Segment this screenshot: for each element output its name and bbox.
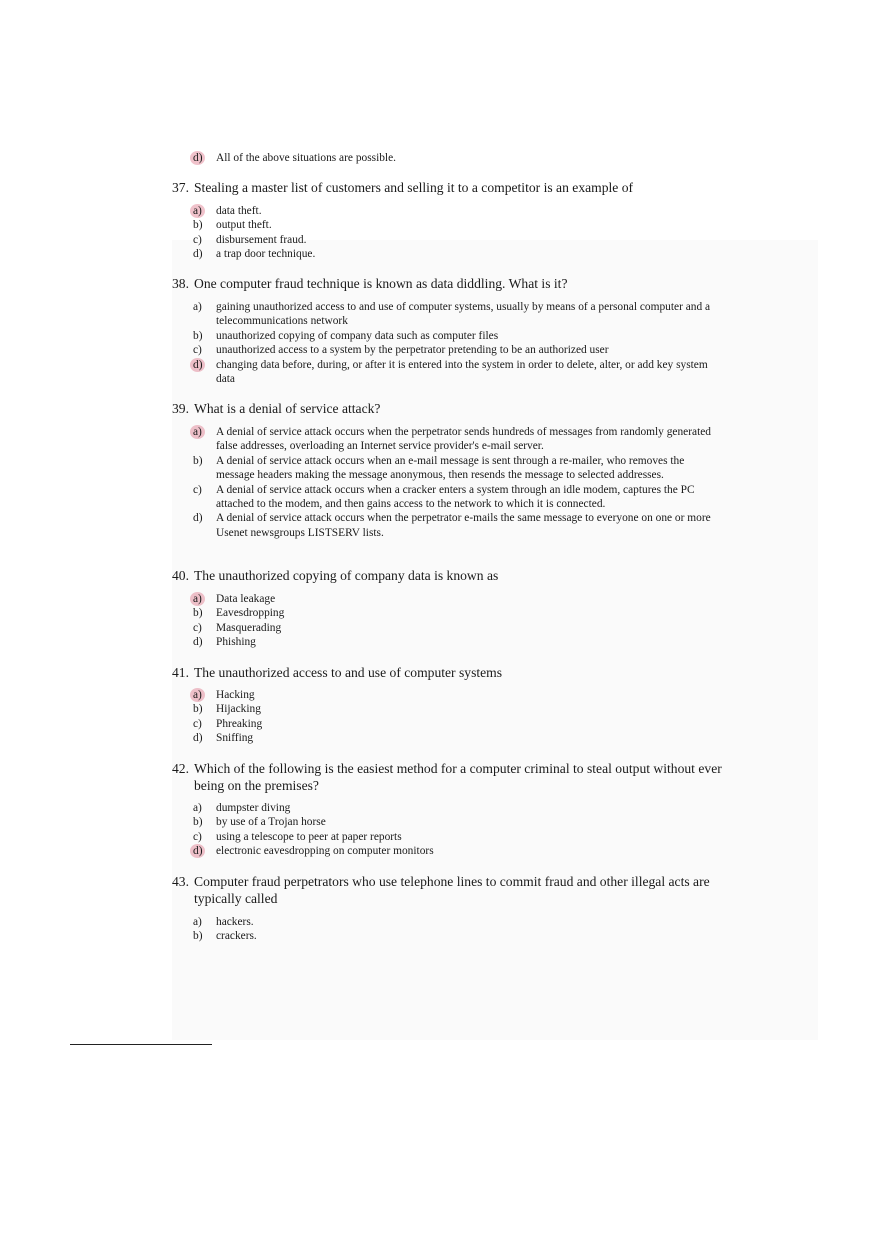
option-item <box>193 929 723 943</box>
question-text: The unauthorized access to and use of computer systems <box>194 665 503 680</box>
question-40 <box>172 567 732 584</box>
option-letter-marked: a) <box>193 688 216 702</box>
option-item <box>193 844 723 858</box>
option-letter: b) <box>193 454 203 467</box>
option-letter: c) <box>193 717 202 730</box>
option-letter-marked: a) <box>193 425 216 454</box>
option-letter-marked: d) <box>193 151 216 165</box>
question-text: Which of the following is the easiest method for a computer criminal to steal output without ever being on the premises? <box>194 761 722 793</box>
option-item <box>193 454 723 483</box>
option-letter: b) <box>193 703 203 716</box>
option-item <box>193 621 723 635</box>
option-letter: b) <box>193 930 203 943</box>
question-number: 38. <box>172 276 189 291</box>
question-text: One computer fraud technique is known as data diddling. What is it? <box>194 276 568 291</box>
option-letter-marked: a) <box>193 592 216 606</box>
option-item <box>193 151 723 165</box>
question-text: What is a denial of service attack? <box>194 401 381 416</box>
option-item <box>193 233 723 247</box>
option-letter: c) <box>193 621 202 634</box>
option-letter: b) <box>193 329 203 342</box>
option-item <box>193 425 723 454</box>
option-text: disbursement fraud. <box>216 233 307 246</box>
option-item <box>193 300 723 329</box>
option-item <box>193 915 723 929</box>
option-item <box>193 702 723 716</box>
footnote-separator <box>70 1044 212 1045</box>
option-letter: d) <box>193 512 203 525</box>
question-38-options <box>193 300 723 386</box>
option-text: Phreaking <box>216 717 263 730</box>
option-letter: c) <box>193 483 202 496</box>
option-text: using a telescope to peer at paper reports <box>216 830 402 843</box>
option-item <box>193 717 723 731</box>
option-item <box>193 329 723 343</box>
option-text: unauthorized access to a system by the perpetrator pretending to be an authorized user <box>216 344 609 357</box>
option-item <box>193 688 723 702</box>
question-39 <box>172 400 732 417</box>
option-text: hackers. <box>216 916 254 928</box>
option-text: dumpster diving <box>216 802 291 814</box>
option-text: electronic eavesdropping on computer monitors <box>216 845 434 858</box>
question-text: The unauthorized copying of company data is known as <box>194 568 499 583</box>
option-text: gaining unauthorized access to and use of computer systems, usually by means of a personal computer and a telecommunications network <box>216 301 711 328</box>
option-item <box>193 218 723 232</box>
option-item <box>193 801 723 815</box>
option-letter: c) <box>193 830 202 843</box>
option-letter: d) <box>193 248 203 261</box>
question-number: 43. <box>172 874 189 889</box>
option-text: A denial of service attack occurs when the perpetrator e-mails the same message to everyone on one or more Usenet newsgroups LISTSERV lists. <box>216 512 711 539</box>
option-text: A denial of service attack occurs when an e-mail message is sent through a re-mailer, who removes the message headers making the message anonymous, then resends the message to selected addresses. <box>216 454 685 482</box>
question-42-options <box>193 801 723 859</box>
question-text: Stealing a master list of customers and selling it to a competitor is an example of <box>194 180 634 195</box>
option-item <box>193 592 723 606</box>
option-text: Data leakage <box>216 593 276 605</box>
option-letter: b) <box>193 816 203 829</box>
option-letter: d) <box>193 732 203 745</box>
option-letter: c) <box>193 233 202 246</box>
option-item <box>193 247 723 261</box>
question-41 <box>172 664 732 681</box>
option-letter: b) <box>193 219 203 232</box>
option-letter: b) <box>193 607 203 620</box>
option-letter-marked: d) <box>193 358 216 387</box>
option-text: a trap door technique. <box>216 248 316 261</box>
question-41-options <box>193 688 723 746</box>
option-text: by use of a Trojan horse <box>216 816 326 829</box>
question-number: 42. <box>172 761 189 776</box>
question-37-options <box>193 204 723 262</box>
question-40-options <box>193 592 723 650</box>
option-text: output theft. <box>216 219 272 232</box>
option-text: data theft. <box>216 205 262 217</box>
option-letter: a) <box>193 301 202 313</box>
option-text: Sniffing <box>216 732 254 745</box>
question-43 <box>172 873 732 907</box>
question-number: 39. <box>172 401 189 416</box>
question-number: 41. <box>172 665 189 680</box>
question-38 <box>172 275 732 292</box>
question-text: Computer fraud perpetrators who use telephone lines to commit fraud and other illegal acts are typically called <box>194 874 710 906</box>
option-item <box>193 511 723 540</box>
option-letter: c) <box>193 344 202 357</box>
question-number: 37. <box>172 180 189 195</box>
option-text: Masquerading <box>216 621 282 634</box>
option-text: All of the above situations are possible. <box>216 152 396 164</box>
option-text: Eavesdropping <box>216 607 285 620</box>
carryover-options <box>193 151 723 165</box>
option-text: Phishing <box>216 636 256 649</box>
option-text: changing data before, during, or after it is entered into the system in order to delete, alter, or add key system data <box>216 358 708 386</box>
option-letter-marked: d) <box>193 844 216 858</box>
option-letter-marked: a) <box>193 204 216 218</box>
option-item <box>193 358 723 387</box>
option-text: unauthorized copying of company data such as computer files <box>216 329 499 342</box>
question-37 <box>172 179 732 196</box>
question-42 <box>172 760 732 794</box>
option-letter: d) <box>193 636 203 649</box>
option-text: crackers. <box>216 930 257 943</box>
option-item <box>193 731 723 745</box>
option-letter: a) <box>193 802 202 814</box>
option-text: Hijacking <box>216 703 261 716</box>
option-item <box>193 343 723 357</box>
option-item <box>193 830 723 844</box>
option-item <box>193 606 723 620</box>
option-item <box>193 635 723 649</box>
question-43-options <box>193 915 723 944</box>
question-39-options <box>193 425 723 540</box>
option-text: A denial of service attack occurs when a cracker enters a system through an idle modem, captures the PC attached to the modem, and then gains access to the network to which it is connected. <box>216 483 695 511</box>
option-item <box>193 204 723 218</box>
option-item <box>193 483 723 512</box>
option-letter: a) <box>193 916 202 928</box>
option-text: A denial of service attack occurs when the perpetrator sends hundreds of messages from randomly generated false addresses, overloading an Internet service provider's e-mail server. <box>216 426 711 453</box>
option-text: Hacking <box>216 689 255 701</box>
question-number: 40. <box>172 568 189 583</box>
option-item <box>193 815 723 829</box>
